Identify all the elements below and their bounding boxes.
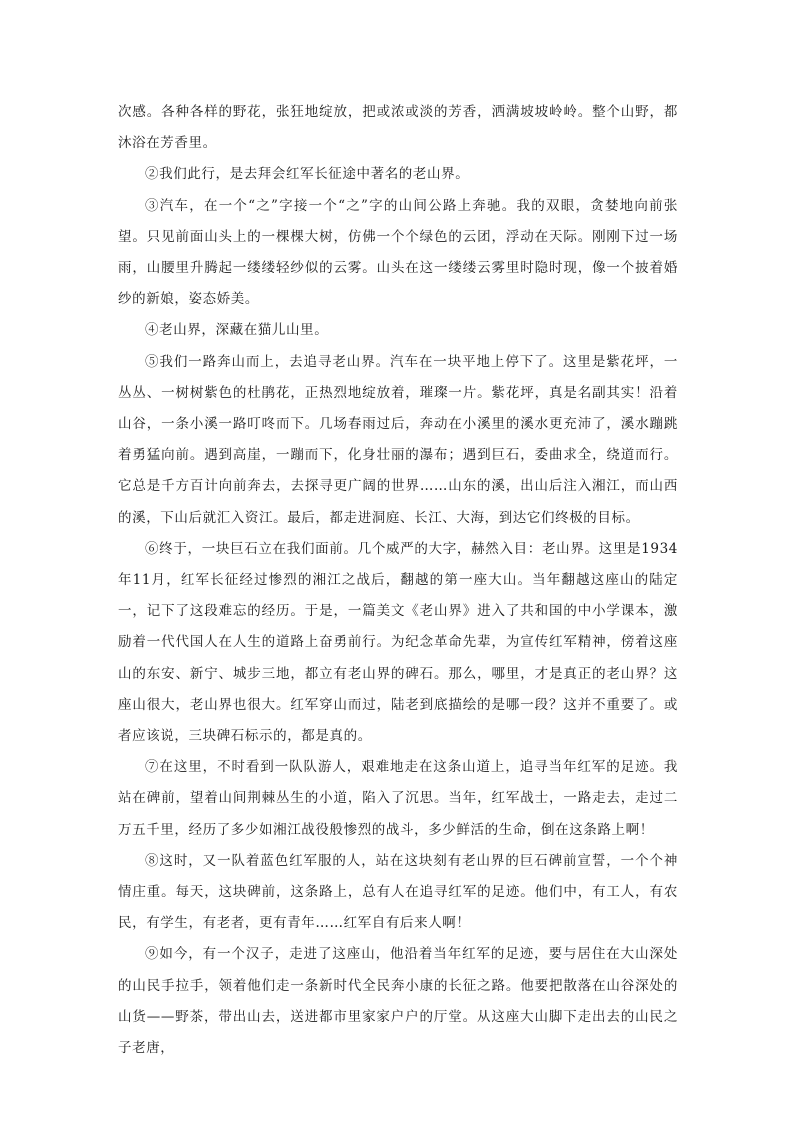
article-body <box>118 97 678 1064</box>
paragraph-9: ⑨如今，有一个汉子，走进了这座山，他沿着当年红军的足迹，要与居住在大山深处的山民手拉手，领着他们走一条新时代全民奔小康的长征之路。他要把散落在山谷深处的山货——野茶，带出山去，送进都市里家家户户的厅堂。从这座大山脚下走出去的山民之子老唐， <box>118 946 678 1057</box>
paragraph-4: ④老山界，深藏在猫儿山里。 <box>145 322 329 339</box>
paragraph-5: ⑤我们一路奔山而上，去追寻老山界。汽车在一块平地上停下了。这里是紫花坪，一丛丛、一树树紫色的杜鹃花，正热烈地绽放着，璀璨一片。紫花坪，真是名副其实！沿着山谷，一条小溪一路叮咚而下。几场春雨过后，奔动在小溪里的溪水更充沛了，溪水蹦跳着勇猛向前。遇到高崖，一蹦而下，化身壮丽的瀑布；遇到巨石，委曲求全，绕道而行。它总是千方百计向前奔去，去探寻更广阔的世界……山东的溪，出山后注入湘江，而山西的溪，下山后就汇入资江。最后，都走进洞庭、长江、大海，到达它们终极的目标。 <box>118 353 678 526</box>
paragraph-6: ⑥终于，一块巨石立在我们面前。几个威严的大字，赫然入目：老山界。这里是1934年11月，红军长征经过惨烈的湘江之战后，翻越的第一座大山。当年翻越这座山的陆定一，记下了这段难忘的经历。于是，一篇美文《老山界》进入了共和国的中小学课本，激励着一代代国人在人生的道路上奋勇前行。为纪念革命先辈，为宣传红军精神，傍着这座山的东安、新宁、城步三地，都立有老山界的碑石。那么，哪里，才是真正的老山界？这座山很大，老山界也很大。红军穿山而过，陆老到底描绘的是哪一段？这并不重要了。或者应该说，三块碑石标示的，都是真的。 <box>118 540 678 745</box>
paragraph-3: ③汽车，在一个“之”字接一个“之”字的山间公路上奔驰。我的双眼，贪婪地向前张望。只见前面山头上的一棵棵大树，仿佛一个个绿色的云团，浮动在天际。刚刚下过一场雨，山腰里升腾起一缕缕轻纱似的云雾。山头在这一缕缕云雾里时隐时现，像一个披着婚纱的新娘，姿态娇美。 <box>118 197 678 308</box>
paragraph-2: ②我们此行，是去拜会红军长征途中著名的老山界。 <box>145 166 470 183</box>
paragraph-7: ⑦在这里，不时看到一队队游人，艰难地走在这条山道上，追寻当年红军的足迹。我站在碑前，望着山间荆棘丛生的小道，陷入了沉思。当年，红军战士，一路走去，走过二万五千里，经历了多少如湘江战役般惨烈的战斗，多少鲜活的生命，倒在这条路上啊！ <box>118 759 678 838</box>
paragraph-8: ⑧这时，又一队着蓝色红军服的人，站在这块刻有老山界的巨石碑前宣誓，一个个神情庄重。每天，这块碑前，这条路上，总有人在追寻红军的足迹。他们中，有工人，有农民，有学生，有老者，更有青年……红军自有后来人啊！ <box>118 852 678 932</box>
paragraph-1-continued: 次感。各种各样的野花，张狂地绽放，把或浓或淡的芳香，洒满坡坡岭岭。整个山野，都沐浴在芳香里。 <box>118 104 678 152</box>
